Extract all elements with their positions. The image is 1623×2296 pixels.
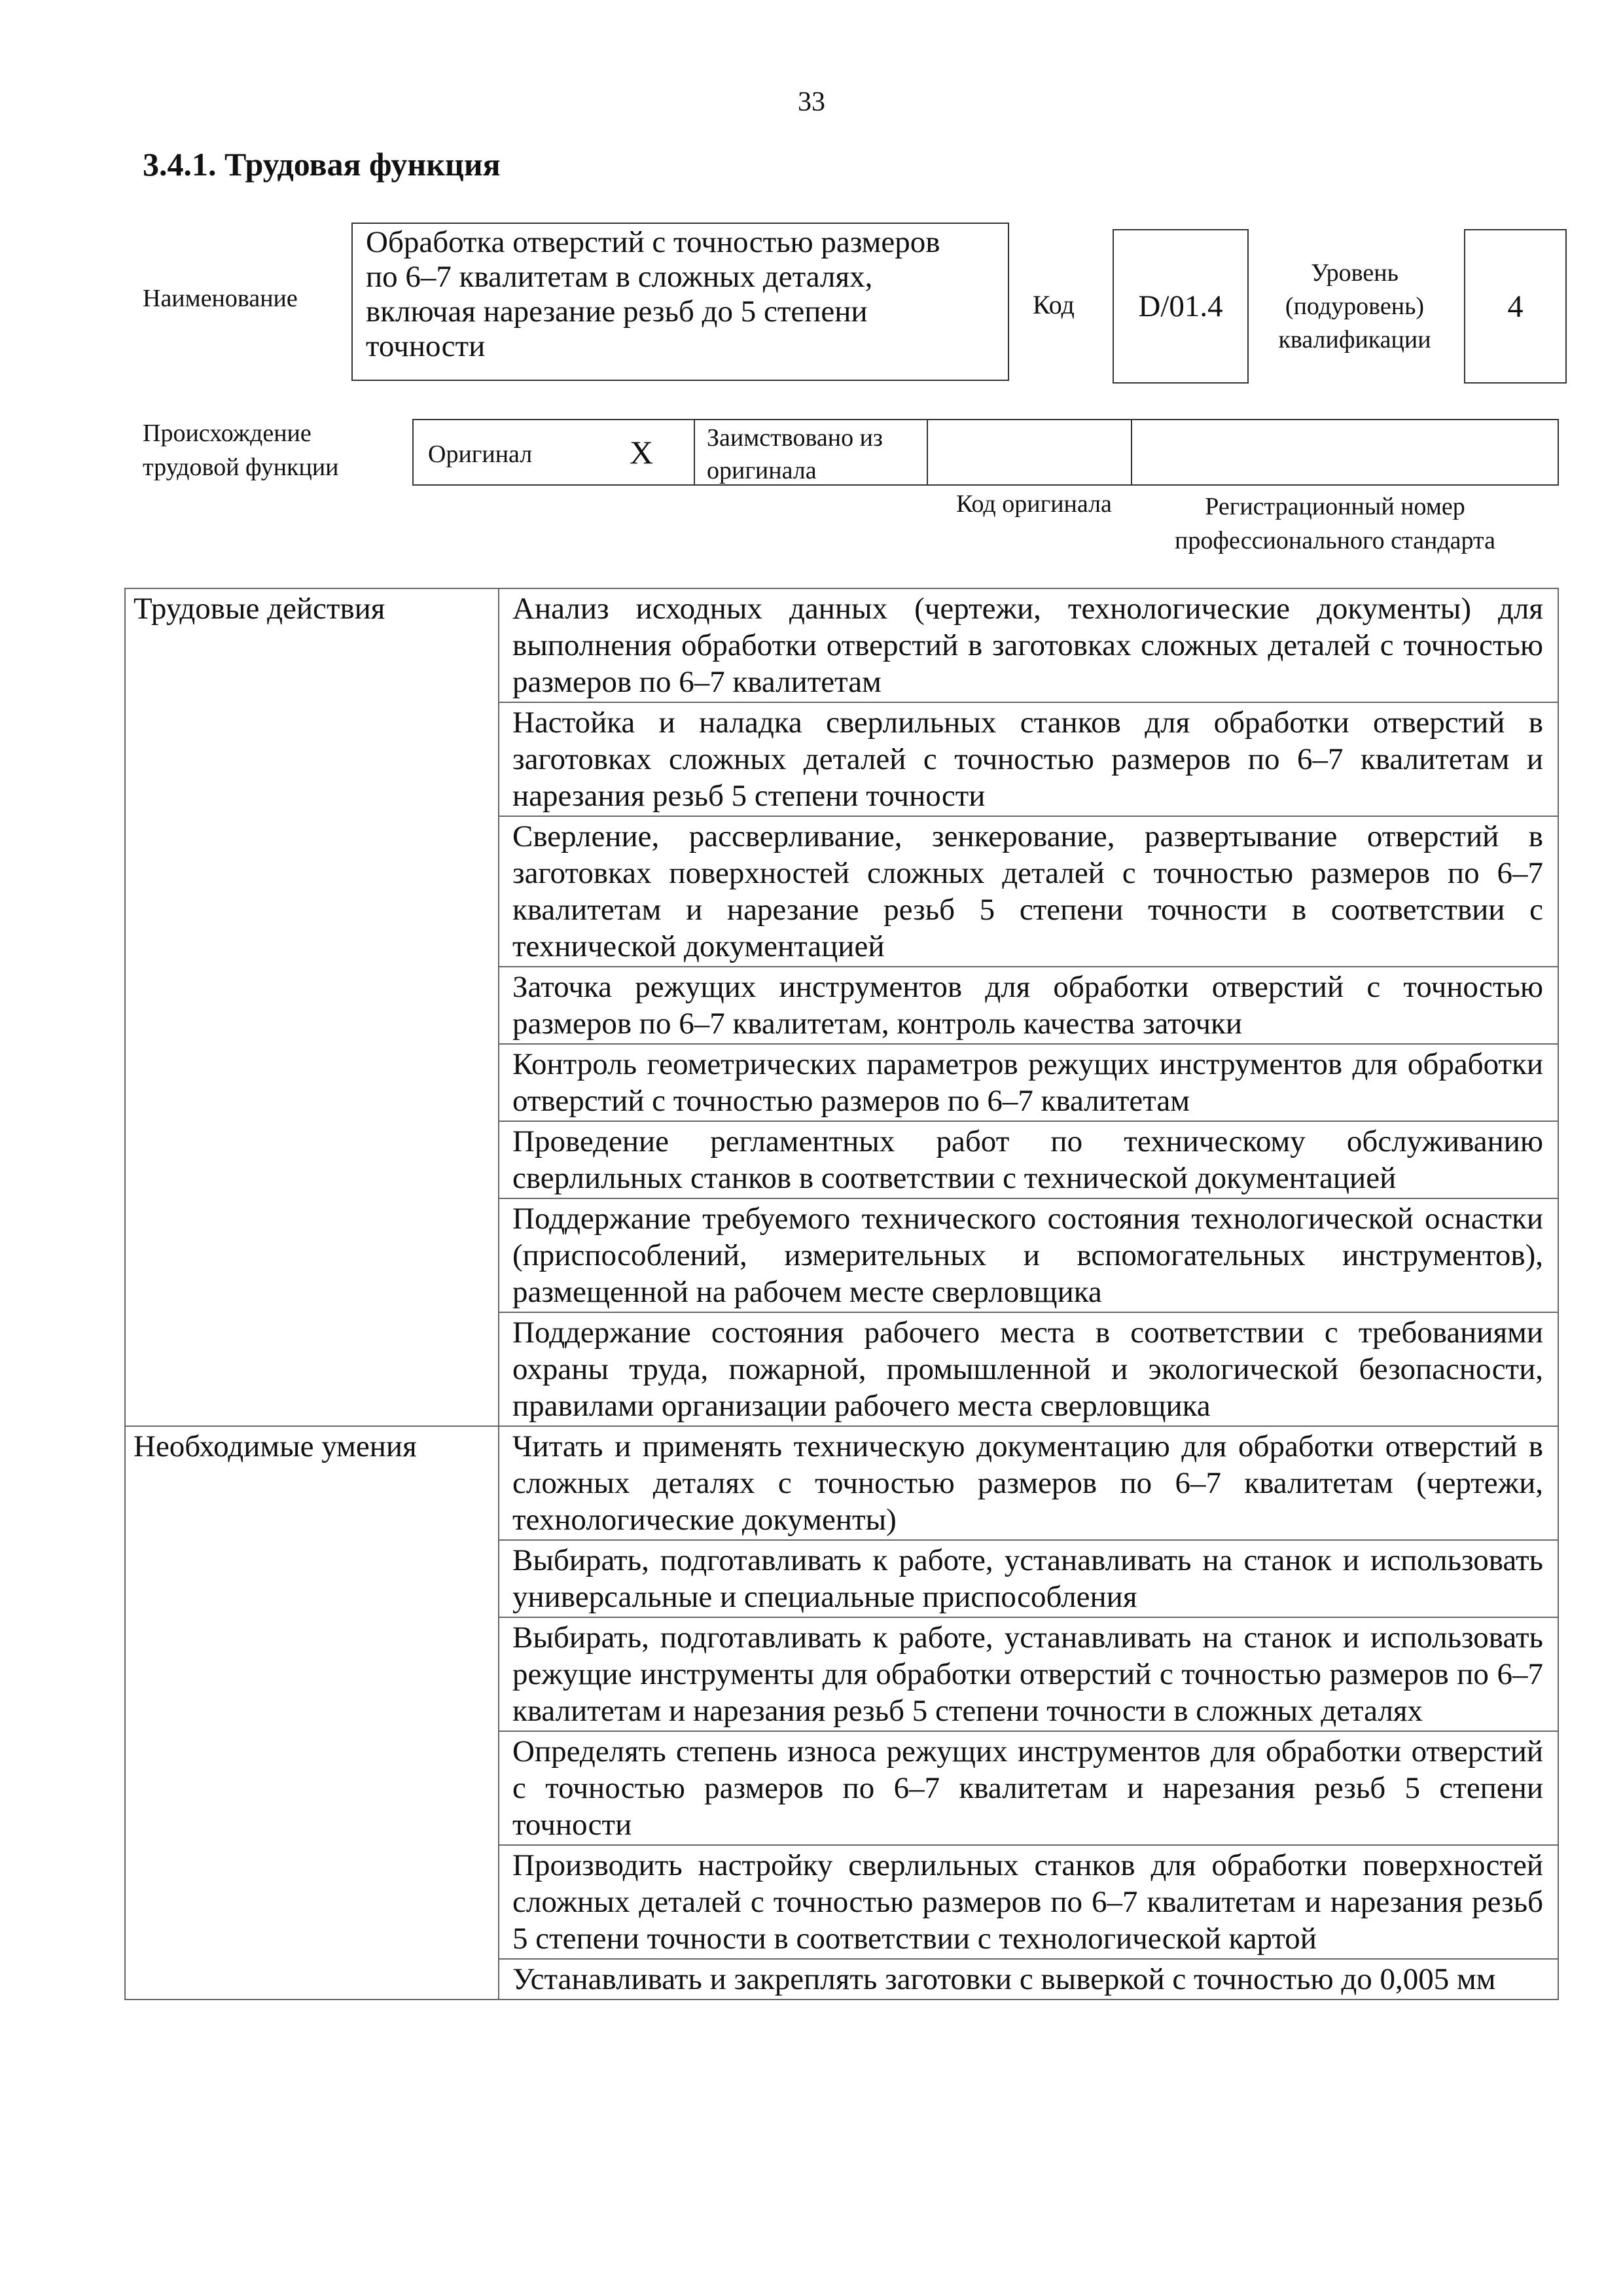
code-label: Код (1033, 290, 1075, 319)
table-row (125, 1426, 1558, 1540)
table-cell: Анализ исходных данных (чертежи, технологические документы) для выполнения обработки отверстий в заготовках сложных деталей с точностью размеров по 6–7 квалитетам (499, 588, 1558, 702)
original-label: Оригинал (428, 440, 533, 468)
table-cell: Определять степень износа режущих инструментов для обработки отверстий с точностью размеров по 6–7 квалитетам и нарезания резьб 5 степени точности (499, 1731, 1558, 1845)
borrowed-label-line: оригинала (707, 457, 817, 484)
function-name-line: точности (366, 329, 486, 363)
section-title: Необходимые умения (125, 1426, 499, 2000)
original-cell (412, 419, 695, 486)
borrowed-cell (694, 419, 928, 486)
table-cell: Поддержание требуемого технического состояния технологической оснастки (приспособлений, измерительных и вспомогательных инструментов), размещенной на рабочем месте сверловщика (499, 1198, 1558, 1312)
table-cell: Сверление, рассверливание, зенкерование, развертывание отверстий в заготовках поверхностей сложных деталей с точностью размеров по 6–7 квалитетам и нарезание резьб 5 степени точности в соответствии с технической документацией (499, 816, 1558, 967)
section-title: Трудовые действия (125, 588, 499, 1426)
name-label: Наименование (143, 285, 298, 312)
level-label (1257, 257, 1453, 357)
table-cell: Выбирать, подготавливать к работе, устанавливать на станок и использовать режущие инструменты для обработки отверстий с точностью размеров по 6–7 квалитетам и нарезания резьб 5 степени точности в сложных деталях (499, 1617, 1558, 1731)
borrowed-label-line: Заимствовано из (707, 424, 883, 452)
original-mark: X (630, 434, 654, 471)
table-cell: Настойка и наладка сверлильных станков для обработки отверстий в заготовках сложных деталей с точностью размеров по 6–7 квалитетам и нарезания резьб 5 степени точности (499, 702, 1558, 816)
code-value-box (1113, 229, 1249, 384)
table-cell: Производить настройку сверлильных станков для обработки поверхностей сложных деталей с точностью размеров по 6–7 квалитетам и нарезания резьб 5 степени точности в соответствии с технологической картой (499, 1845, 1558, 1959)
level-label-line: Уровень (1311, 259, 1399, 287)
origin-row (412, 419, 1559, 486)
function-name-line: по 6–7 квалитетам в сложных деталях, (366, 260, 873, 294)
table-cell: Устанавливать и закреплять заготовки с выверкой с точностью до 0,005 мм (499, 1959, 1558, 2000)
level-value: 4 (1507, 289, 1524, 324)
origin-label (143, 416, 339, 484)
section-heading: 3.4.1. Трудовая функция (143, 146, 501, 183)
origin-label-line: Происхождение (143, 420, 312, 447)
reg-caption (1152, 490, 1518, 558)
function-name-line: Обработка отверстий с точностью размеров (366, 225, 940, 259)
code-caption: Код оригинала (956, 490, 1112, 518)
level-value-box (1464, 229, 1567, 384)
table-cell: Проведение регламентных работ по техническому обслуживанию сверлильных станков в соответствии с технической документацией (499, 1121, 1558, 1198)
level-label-line: (подуровень) (1285, 293, 1425, 320)
reg-caption-line: профессионального стандарта (1175, 527, 1495, 554)
table-row (125, 588, 1558, 702)
table-cell: Выбирать, подготавливать к работе, устанавливать на станок и использовать универсальные и специальные приспособления (499, 1540, 1558, 1617)
table-cell: Поддержание состояния рабочего места в соответствии с требованиями охраны труда, пожарной, промышленной и экологической безопасности, правилами организации рабочего места сверловщика (499, 1312, 1558, 1426)
origin-label-line: трудовой функции (143, 454, 339, 481)
reg-caption-line: Регистрационный номер (1205, 493, 1465, 520)
code-value: D/01.4 (1138, 289, 1223, 323)
original-code-cell (927, 419, 1132, 486)
table-cell: Контроль геометрических параметров режущих инструментов для обработки отверстий с точностью размеров по 6–7 квалитетам (499, 1044, 1558, 1121)
table-cell: Читать и применять техническую документацию для обработки отверстий в сложных деталях с точностью размеров по 6–7 квалитетам (чертежи, технологические документы) (499, 1426, 1558, 1540)
labor-function-table (124, 588, 1559, 2000)
page-number: 33 (798, 87, 825, 117)
function-name-box (351, 223, 1009, 381)
level-label-line: квалификации (1278, 326, 1431, 353)
table-cell: Заточка режущих инструментов для обработки отверстий с точностью размеров по 6–7 квалитетам, контроль качества заточки (499, 967, 1558, 1044)
function-name-line: включая нарезание резьб до 5 степени (366, 295, 868, 329)
reg-number-cell (1131, 419, 1559, 486)
